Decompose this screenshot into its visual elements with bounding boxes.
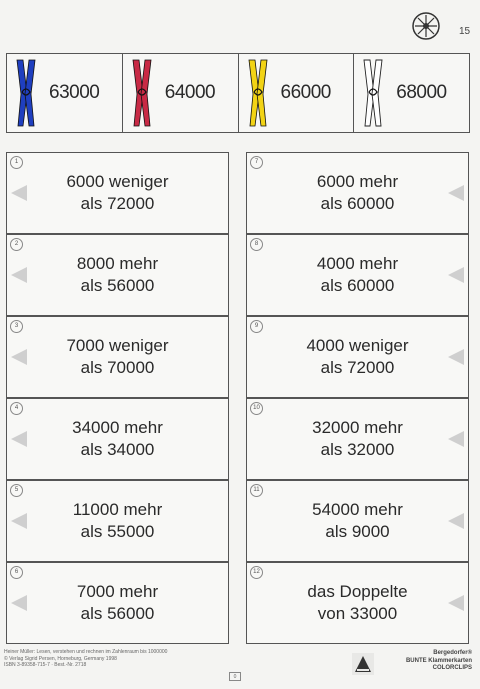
task-card-7[interactable] xyxy=(246,152,469,234)
card-text-line2: von 33000 xyxy=(317,604,398,623)
legend-cell-blue xyxy=(7,54,123,132)
clothespin-icon xyxy=(360,58,386,128)
card-text-line1: 11000 mehr xyxy=(72,500,163,519)
card-text-line2: als 70000 xyxy=(80,358,155,377)
triangle-left-icon xyxy=(10,594,28,612)
card-text-line2: als 72000 xyxy=(80,194,155,213)
triangle-right-icon xyxy=(447,430,465,448)
card-text-line1: 7000 mehr xyxy=(76,582,159,601)
card-number: 3 xyxy=(10,320,23,333)
task-card-12[interactable] xyxy=(246,562,469,644)
task-card-11[interactable] xyxy=(246,480,469,562)
footer-copyright xyxy=(4,649,167,669)
triangle-right-icon xyxy=(447,184,465,202)
card-text-line2: als 56000 xyxy=(80,604,155,623)
card-text-line1: 32000 mehr xyxy=(312,418,403,437)
card-number: 2 xyxy=(10,238,23,251)
clothespin-icon xyxy=(13,58,39,128)
publisher-logo-icon xyxy=(352,653,374,675)
card-number: 10 xyxy=(250,402,263,415)
publisher-line: COLORCLIPS xyxy=(432,665,472,671)
publisher-name xyxy=(380,650,472,673)
task-card-9[interactable] xyxy=(246,316,469,398)
card-number: 1 xyxy=(10,156,23,169)
card-text-line2: als 60000 xyxy=(320,194,395,213)
card-text-line1: 54000 mehr xyxy=(312,500,403,519)
triangle-right-icon xyxy=(447,266,465,284)
card-text-line1: das Doppelte xyxy=(307,582,408,601)
clip-legend xyxy=(6,53,470,133)
footer-line: Heiner Müller: Lesen, verstehen und rechnen im Zahlenraum bis 1000000 xyxy=(4,649,168,655)
card-number: 11 xyxy=(250,484,263,497)
card-number: 7 xyxy=(250,156,263,169)
card-text-line2: als 72000 xyxy=(320,358,395,377)
task-card-1[interactable] xyxy=(6,152,229,234)
footer-line: © Verlag Sigrid Persen, Horneburg, Germany 1998 xyxy=(4,655,117,662)
triangle-left-icon xyxy=(10,430,28,448)
rosette-icon xyxy=(412,12,440,40)
task-card-10[interactable] xyxy=(246,398,469,480)
legend-value: 64000 xyxy=(164,82,216,103)
task-card-8[interactable] xyxy=(246,234,469,316)
legend-value: 68000 xyxy=(396,82,447,103)
task-card-6[interactable] xyxy=(6,562,229,644)
card-number: 6 xyxy=(10,566,23,579)
publisher-line: BUNTE Klammerkarten xyxy=(405,657,472,664)
task-card-5[interactable] xyxy=(6,480,229,562)
triangle-left-icon xyxy=(10,348,28,366)
task-card-3[interactable] xyxy=(6,316,229,398)
card-text-line2: als 60000 xyxy=(320,276,395,295)
triangle-right-icon xyxy=(447,348,465,366)
footer-box: 0 xyxy=(229,672,241,681)
card-text-line1: 8000 mehr xyxy=(76,254,159,273)
card-number: 12 xyxy=(250,566,263,579)
triangle-right-icon xyxy=(447,594,465,612)
card-text-line2: als 55000 xyxy=(80,522,155,541)
clothespin-icon xyxy=(129,58,155,128)
task-card-2[interactable] xyxy=(6,234,229,316)
card-text-line2: als 34000 xyxy=(80,440,155,459)
card-number: 9 xyxy=(250,320,263,333)
card-text-line1: 4000 mehr xyxy=(316,254,399,273)
legend-value: 66000 xyxy=(280,82,331,103)
clothespin-icon xyxy=(245,58,271,128)
legend-cell-white xyxy=(354,54,469,132)
card-text-line2: als 9000 xyxy=(325,522,390,541)
card-text-line2: als 32000 xyxy=(320,440,395,459)
legend-cell-red xyxy=(123,54,239,132)
card-text-line1: 6000 mehr xyxy=(316,172,399,191)
page-number: 15 xyxy=(459,26,471,37)
card-number: 5 xyxy=(10,484,23,497)
card-text-line2: als 56000 xyxy=(80,276,155,295)
legend-value: 63000 xyxy=(49,82,100,103)
task-card-4[interactable] xyxy=(6,398,229,480)
triangle-left-icon xyxy=(10,184,28,202)
legend-cell-yellow xyxy=(239,54,355,132)
triangle-right-icon xyxy=(447,512,465,530)
triangle-left-icon xyxy=(10,266,28,284)
card-text-line1: 34000 mehr xyxy=(72,418,163,437)
publisher-line: Bergedorfer® xyxy=(433,650,472,656)
card-number: 8 xyxy=(250,238,263,251)
triangle-left-icon xyxy=(10,512,28,530)
card-number: 4 xyxy=(10,402,23,415)
card-text-line1: 4000 weniger xyxy=(306,336,409,355)
footer-line: ISBN 3-89358-715-7 · Best.-Nr. 2718 xyxy=(4,662,87,668)
card-text-line1: 6000 weniger xyxy=(66,172,169,191)
card-text-line1: 7000 weniger xyxy=(66,336,169,355)
